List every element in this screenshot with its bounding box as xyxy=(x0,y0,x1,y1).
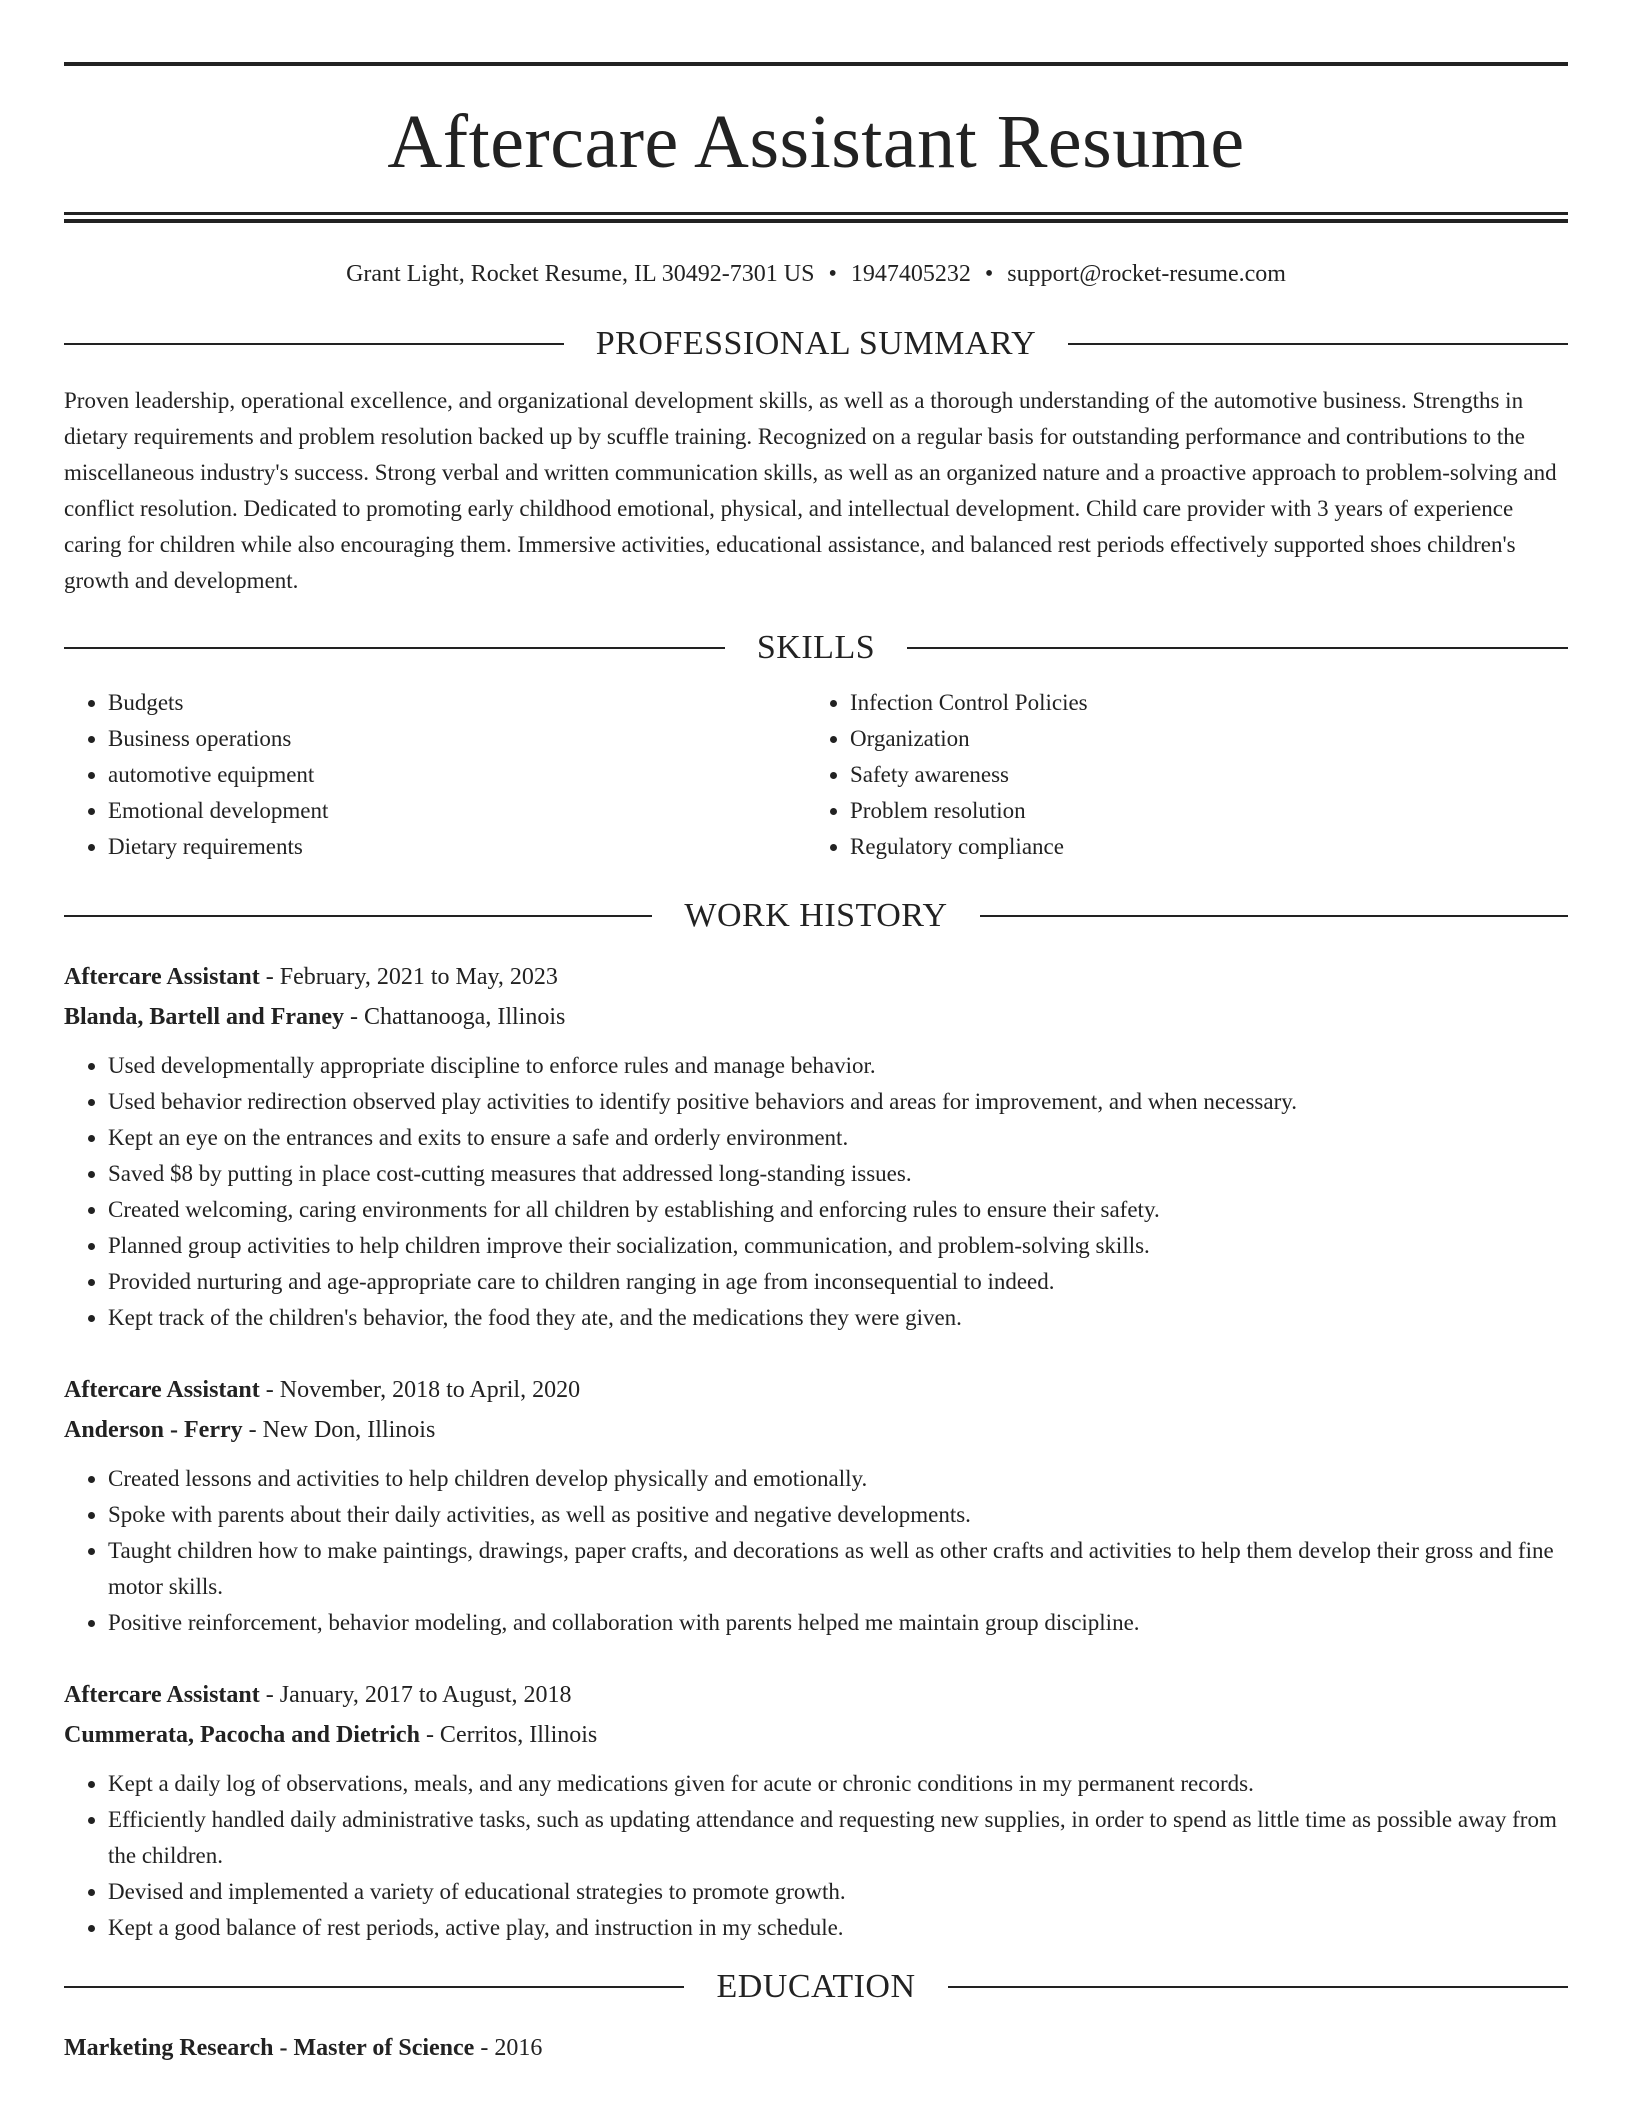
skill-item: • Regulatory compliance xyxy=(850,829,1548,865)
skills-heading-text: SKILLS xyxy=(756,628,876,666)
resume-title: Aftercare Assistant Resume xyxy=(387,100,1245,184)
duty-item: • Taught children how to make paintings, drawings, paper crafts, and decorations as well as other crafts and activities to help them develop their gross and fine motor skills. xyxy=(108,1533,1568,1605)
job-company: Cummerata, Pacocha and Dietrich xyxy=(64,1721,420,1748)
skill-item: • Organization xyxy=(850,721,1548,757)
duty-item: • Created lessons and activities to help children develop physically and emotionally. xyxy=(108,1461,1568,1497)
education-heading-text: EDUCATION xyxy=(716,1967,916,2005)
skills-column-left xyxy=(64,685,806,865)
job-company: Blanda, Bartell and Franey xyxy=(64,1003,345,1030)
duty-item: • Spoke with parents about their daily activities, as well as positive and negative developments. xyxy=(108,1497,1568,1533)
job-title-line xyxy=(64,1675,1568,1715)
job-entry xyxy=(64,957,1568,1336)
skill-item: • Safety awareness xyxy=(850,757,1548,793)
skill-item: • Budgets xyxy=(108,685,806,721)
job-duties xyxy=(64,1461,1568,1641)
job-entry xyxy=(64,1370,1568,1641)
job-location: - Chattanooga, Illinois xyxy=(344,1003,566,1030)
duty-item: • Devised and implemented a variety of educational strategies to promote growth. xyxy=(108,1874,1568,1910)
skill-item: • Dietary requirements xyxy=(108,829,806,865)
skills-list xyxy=(64,685,1568,865)
section-heading-skills xyxy=(64,628,1568,666)
job-location: - Cerritos, Illinois xyxy=(419,1721,598,1748)
job-company-line xyxy=(64,1715,1568,1755)
skill-item: • Problem resolution xyxy=(850,793,1548,829)
duty-item: • Kept a good balance of rest periods, active play, and instruction in my schedule. xyxy=(108,1910,1568,1946)
section-heading-education xyxy=(64,1967,1568,2005)
job-company-line xyxy=(64,997,1568,1037)
job-duties xyxy=(64,1048,1568,1336)
job-entry xyxy=(64,1675,1568,1946)
section-heading-work-history xyxy=(64,896,1568,934)
job-title-line xyxy=(64,957,1568,997)
duty-item: • Used developmentally appropriate discipline to enforce rules and manage behavior. xyxy=(108,1048,1568,1084)
education-degree: Marketing Research - Master of Science xyxy=(64,2034,475,2061)
work-heading-text: WORK HISTORY xyxy=(684,896,948,934)
skills-column-right xyxy=(806,685,1548,865)
job-title: Aftercare Assistant xyxy=(64,963,260,990)
skill-item: • Infection Control Policies xyxy=(850,685,1548,721)
duty-item: • Efficiently handled daily administrative tasks, such as updating attendance and requesting new supplies, in order to spend as little time as possible away from the children. xyxy=(108,1802,1568,1874)
job-location: - New Don, Illinois xyxy=(242,1416,436,1443)
education-entry xyxy=(64,2028,1568,2068)
job-dates: - January, 2017 to August, 2018 xyxy=(259,1681,572,1708)
duty-item: • Created welcoming, caring environments for all children by establishing and enforcing rules to ensure their safety. xyxy=(108,1192,1568,1228)
section-heading-summary xyxy=(64,324,1568,362)
skill-item: • automotive equipment xyxy=(108,757,806,793)
title-double-rule xyxy=(64,212,1568,223)
duty-item: • Provided nurturing and age-appropriate care to children ranging in age from inconsequential to indeed. xyxy=(108,1264,1568,1300)
summary-heading-text: PROFESSIONAL SUMMARY xyxy=(595,324,1037,362)
duty-item: • Kept a daily log of observations, meals, and any medications given for acute or chronic conditions in my permanent records. xyxy=(108,1766,1568,1802)
job-title: Aftercare Assistant xyxy=(64,1681,260,1708)
education-year: - 2016 xyxy=(474,2034,543,2061)
job-title-line xyxy=(64,1370,1568,1410)
job-company: Anderson - Ferry xyxy=(64,1416,243,1443)
job-title: Aftercare Assistant xyxy=(64,1376,260,1403)
duty-item: • Kept an eye on the entrances and exits to ensure a safe and orderly environment. xyxy=(108,1120,1568,1156)
contact-email: support@rocket-resume.com xyxy=(1007,261,1286,287)
contact-line xyxy=(64,260,1568,289)
job-dates: - November, 2018 to April, 2020 xyxy=(259,1376,581,1403)
summary-text: Proven leadership, operational excellence, and organizational development skills, as well as a thorough understanding of the automotive business. Strengths in dietary requirements and problem resolution backed up by scuffle training. Recognized on a regular basis for outstanding performance and contributions to the miscellaneous industry's success. Strong verbal and written communication skills, as well as an organized nature and a proactive approach to problem-solving and conflict resolution. Dedicated to promoting early childhood emotional, physical, and intellectual development. Child care provider with 3 years of experience caring for children while also encouraging them. Immersive activities, educational assistance, and balanced rest periods effectively supported shoes children's growth and development. xyxy=(64,387,1557,593)
job-duties xyxy=(64,1766,1568,1946)
contact-address: Grant Light, Rocket Resume, IL 30492-7301 US xyxy=(346,261,815,287)
job-company-line xyxy=(64,1410,1568,1450)
skill-item: • Emotional development xyxy=(108,793,806,829)
skill-item: • Business operations xyxy=(108,721,806,757)
duty-item: • Kept track of the children's behavior, the food they ate, and the medications they were given. xyxy=(108,1300,1568,1336)
job-dates: - February, 2021 to May, 2023 xyxy=(259,963,558,990)
top-rule xyxy=(64,62,1568,66)
duty-item: • Positive reinforcement, behavior modeling, and collaboration with parents helped me maintain group discipline. xyxy=(108,1605,1568,1641)
duty-item: • Planned group activities to help children improve their socialization, communication, and problem-solving skills. xyxy=(108,1228,1568,1264)
contact-phone: 1947405232 xyxy=(850,261,971,287)
duty-item: • Saved $8 by putting in place cost-cutting measures that addressed long-standing issues. xyxy=(108,1156,1568,1192)
contact-separator: • xyxy=(984,261,994,287)
duty-item: • Used behavior redirection observed play activities to identify positive behaviors and areas for improvement, and when necessary. xyxy=(108,1084,1568,1120)
contact-separator: • xyxy=(828,261,837,287)
